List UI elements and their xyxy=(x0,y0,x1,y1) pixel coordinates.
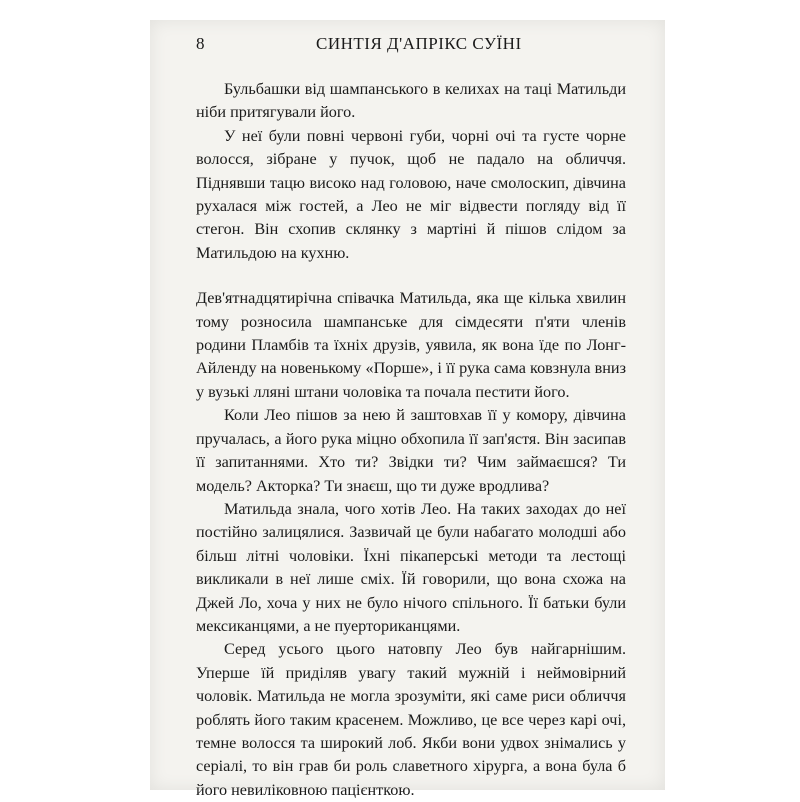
running-head: СИНТІЯ Д'АПРІКС СУЇНІ xyxy=(316,34,522,53)
page-content xyxy=(196,30,626,802)
book-page xyxy=(150,20,665,799)
paragraph: У неї були повні червоні губи, чорні очі та густе чорне волосся, зібране у пучок, щоб не падало на обличчя. Піднявши тацю високо над головою, наче смолоскип, дівчина рухалася між гостей, а Лео не міг відвести погляду від її стегон. Він схопив склянку з мартіні й пішов слідом за Матильдою на кухню. xyxy=(196,126,626,262)
paragraph: Бульбашки від шампанського в келихах на таці Матильди ніби притягували його. xyxy=(196,80,626,122)
paragraph: Коли Лео пішов за нею й заштовхав її у комору, дівчина пручалась, а його рука міцно обхопила її зап'ястя. Він засипав її запитаннями. Хто ти? Звідки ти? Чим займаєшся? Ти модель? Акторка? Ти знаєш, що ти дуже вродлива? xyxy=(196,406,626,495)
page-number: 8 xyxy=(196,34,205,53)
paragraph: Матильда знала, чого хотів Лео. На таких заходах до неї постійно залицялися. Зазвичай це були набагато молодші або більш літні чоловіки. Їхні пікаперські методи та лестощі викликали в неї лише сміх. Їй говорили, що вона схожа на Джей Ло, хоча у них не було нічого спільного. Її батьки були мексиканцями, а не пуерториканцями. xyxy=(196,499,626,635)
paragraph: Дев'ятнадцятирічна співачка Матильда, яка ще кілька хвилин тому розносила шампанське для сімдесяти п'яти членів родини Пламбів та їхніх друзів, уявила, як вона їде по Лонг-Айленду на новенькому «Порше», і її рука сама ковзнула вниз у вузькі лляні штани чоловіка та почала пестити його. xyxy=(196,289,626,401)
paragraph: Серед усього цього натовпу Лео був найгарнішим. Уперше їй приділяв увагу такий мужній і неймовірний чоловік. Матильда не могла зрозуміти, які саме риси обличчя роблять його таким красенем. Можливо, це все через карі очі, темне волосся та широкий лоб. Якби вони удвох знімались у серіалі, то він грав би роль славетного хірурга, а вона була б його невиліковною пацієнткою. xyxy=(196,640,626,799)
body-text xyxy=(196,78,626,802)
page-header xyxy=(196,30,626,58)
